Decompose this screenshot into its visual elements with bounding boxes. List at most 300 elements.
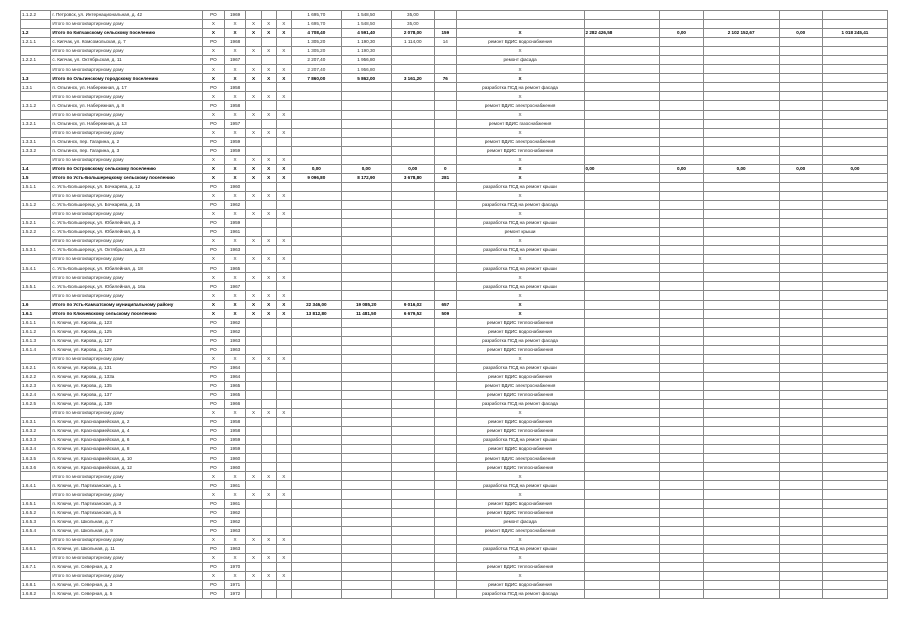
table-row [21, 38, 888, 47]
table-cell: 6 679,52 [391, 309, 434, 318]
table-cell: п. Ольгинск, ул. Набережная, д. 8 [51, 101, 203, 110]
table-cell: X [456, 173, 584, 182]
table-cell [822, 47, 887, 56]
table-cell [391, 381, 434, 390]
table-cell [341, 282, 391, 291]
table-cell [822, 472, 887, 481]
table-cell: X [261, 291, 276, 300]
table-cell: X [261, 29, 276, 38]
table-cell [822, 490, 887, 499]
table-cell [703, 200, 779, 209]
table-row [21, 92, 888, 101]
table-cell [434, 92, 456, 101]
table-cell [822, 354, 887, 363]
table-body [21, 11, 888, 599]
table-cell: X [203, 47, 225, 56]
table-cell [703, 11, 779, 20]
table-cell [341, 219, 391, 228]
table-cell [703, 427, 779, 436]
table-cell [291, 219, 341, 228]
table-cell: X [224, 173, 246, 182]
table-cell [822, 11, 887, 20]
table-cell [391, 128, 434, 137]
table-cell [660, 490, 703, 499]
table-cell: 1.4 [21, 164, 51, 173]
table-cell [276, 56, 291, 65]
table-cell: РО [203, 562, 225, 571]
table-cell: п. Ключи, ул. Красноармейская, д. 2 [51, 418, 203, 427]
table-cell [822, 508, 887, 517]
table-cell [276, 264, 291, 273]
table-cell: 0,00 [822, 164, 887, 173]
table-cell: ремонт фасада [456, 56, 584, 65]
table-cell [779, 327, 822, 336]
table-cell: X [224, 255, 246, 264]
table-cell: РО [203, 327, 225, 336]
table-cell: разработка ПСД на ремонт крыши [456, 282, 584, 291]
table-cell [434, 409, 456, 418]
table-cell [703, 110, 779, 119]
table-cell [584, 146, 660, 155]
table-cell [434, 228, 456, 237]
table-cell [434, 580, 456, 589]
table-cell [660, 11, 703, 20]
table-cell [660, 454, 703, 463]
table-cell: X [246, 65, 261, 74]
table-cell: 7 860,00 [291, 74, 341, 83]
table-cell [584, 553, 660, 562]
table-cell [703, 255, 779, 264]
table-cell: 1958 [224, 427, 246, 436]
table-cell [703, 463, 779, 472]
table-cell [660, 291, 703, 300]
table-row [21, 155, 888, 164]
table-cell: X [224, 74, 246, 83]
table-cell [703, 65, 779, 74]
table-cell [391, 427, 434, 436]
table-cell [341, 101, 391, 110]
table-cell [291, 381, 341, 390]
table-row [21, 264, 888, 273]
table-cell [584, 182, 660, 191]
table-cell: 0,00 [391, 164, 434, 173]
table-cell: X [261, 128, 276, 137]
table-cell: X [261, 309, 276, 318]
table-cell: X [224, 65, 246, 74]
table-cell: РО [203, 119, 225, 128]
table-cell: 2 282 426,58 [584, 29, 660, 38]
table-cell [703, 354, 779, 363]
table-cell [276, 418, 291, 427]
table-cell [291, 246, 341, 255]
table-cell [584, 390, 660, 399]
table-cell [703, 273, 779, 282]
table-cell: Итого по многоквартирному дому [51, 155, 203, 164]
table-cell: X [456, 571, 584, 580]
table-cell: разработка ПСД на ремонт крыши [456, 246, 584, 255]
table-row [21, 246, 888, 255]
table-cell: X [261, 535, 276, 544]
table-cell: 0,00 [291, 164, 341, 173]
table-cell: X [246, 409, 261, 418]
table-cell [291, 291, 341, 300]
table-cell [584, 418, 660, 427]
table-cell [660, 481, 703, 490]
table-cell: 76 [434, 74, 456, 83]
table-cell [434, 273, 456, 282]
table-cell [822, 83, 887, 92]
table-cell [822, 300, 887, 309]
table-cell [660, 553, 703, 562]
table-cell [276, 445, 291, 454]
table-cell [246, 219, 261, 228]
table-cell [703, 472, 779, 481]
table-cell: X [456, 110, 584, 119]
table-cell [822, 65, 887, 74]
table-cell: РО [203, 526, 225, 535]
table-cell [391, 354, 434, 363]
table-cell [391, 182, 434, 191]
table-cell: п. Ключи, ул. Кирова, д. 129 [51, 345, 203, 354]
table-cell: X [203, 128, 225, 137]
table-cell [291, 282, 341, 291]
table-cell: ремонт ВДИС электроснабжения [456, 381, 584, 390]
table-cell [341, 137, 391, 146]
table-row [21, 300, 888, 309]
table-cell: 1959 [224, 445, 246, 454]
table-cell [341, 535, 391, 544]
table-cell: ремонт ВДИС теплоснабжения [456, 146, 584, 155]
table-cell [391, 499, 434, 508]
table-cell [341, 499, 391, 508]
table-cell [584, 381, 660, 390]
table-cell [584, 499, 660, 508]
table-cell [779, 526, 822, 535]
table-cell [703, 390, 779, 399]
table-cell [434, 20, 456, 29]
table-cell [703, 562, 779, 571]
table-cell: п. Ключи, ул. Северная, д. 2 [51, 562, 203, 571]
table-cell [341, 246, 391, 255]
table-cell: ремонт ВДИС электроснабжения [456, 137, 584, 146]
table-cell [261, 200, 276, 209]
table-cell [434, 562, 456, 571]
table-cell [584, 517, 660, 526]
table-cell [822, 372, 887, 381]
table-cell [822, 200, 887, 209]
table-cell [660, 590, 703, 599]
table-cell [660, 372, 703, 381]
table-cell: 159 [434, 29, 456, 38]
table-cell [779, 336, 822, 345]
table-cell [434, 83, 456, 92]
table-cell [246, 481, 261, 490]
table-cell: РО [203, 390, 225, 399]
table-cell [434, 354, 456, 363]
table-cell: X [261, 273, 276, 282]
table-cell [391, 580, 434, 589]
table-cell [21, 409, 51, 418]
table-cell: X [456, 300, 584, 309]
table-cell [291, 544, 341, 553]
table-cell: X [261, 173, 276, 182]
table-cell: 1958 [224, 101, 246, 110]
table-cell: X [224, 128, 246, 137]
table-row [21, 580, 888, 589]
table-cell: 1.5.3.1 [21, 246, 51, 255]
table-cell: 0,00 [341, 164, 391, 173]
table-cell [391, 146, 434, 155]
table-cell: РО [203, 445, 225, 454]
table-row [21, 544, 888, 553]
table-cell [434, 544, 456, 553]
table-cell [703, 418, 779, 427]
table-cell: X [246, 47, 261, 56]
table-cell: РО [203, 381, 225, 390]
table-cell: X [224, 273, 246, 282]
table-cell [822, 535, 887, 544]
table-cell [779, 544, 822, 553]
table-cell [584, 445, 660, 454]
table-cell: 1.6.1.3 [21, 336, 51, 345]
table-cell: п. Ключи, ул. Северная, д. 3 [51, 580, 203, 589]
table-cell [391, 535, 434, 544]
table-cell [584, 472, 660, 481]
table-cell [779, 571, 822, 580]
table-row [21, 327, 888, 336]
table-cell [341, 400, 391, 409]
table-cell [779, 445, 822, 454]
table-cell [261, 282, 276, 291]
table-cell: X [246, 110, 261, 119]
table-cell [434, 445, 456, 454]
table-cell [21, 92, 51, 101]
table-cell [246, 264, 261, 273]
table-cell [584, 255, 660, 264]
table-cell [21, 553, 51, 562]
table-cell [434, 517, 456, 526]
table-cell [276, 562, 291, 571]
table-cell: X [246, 92, 261, 101]
table-cell: 1968 [224, 38, 246, 47]
table-cell [434, 191, 456, 200]
table-cell [660, 137, 703, 146]
table-cell [341, 517, 391, 526]
table-cell [660, 472, 703, 481]
table-cell [291, 128, 341, 137]
table-cell [276, 454, 291, 463]
table-cell [341, 390, 391, 399]
table-cell: X [456, 164, 584, 173]
table-cell [434, 182, 456, 191]
table-cell [434, 11, 456, 20]
table-cell [391, 571, 434, 580]
table-cell [261, 590, 276, 599]
table-cell: 0,00 [703, 164, 779, 173]
table-cell [246, 508, 261, 517]
table-cell: РО [203, 83, 225, 92]
table-cell [703, 400, 779, 409]
table-cell: 657 [434, 300, 456, 309]
table-cell [703, 318, 779, 327]
table-cell: X [224, 191, 246, 200]
table-cell [341, 264, 391, 273]
table-cell: п. Ключи, ул. Красноармейская, д. 4 [51, 427, 203, 436]
table-cell: X [276, 300, 291, 309]
table-cell [779, 481, 822, 490]
table-cell [703, 38, 779, 47]
table-cell: X [203, 74, 225, 83]
table-cell [660, 74, 703, 83]
table-cell: РО [203, 282, 225, 291]
table-cell: 1 190,30 [341, 38, 391, 47]
table-cell [584, 336, 660, 345]
table-cell [261, 345, 276, 354]
table-cell: X [224, 472, 246, 481]
table-cell [584, 354, 660, 363]
table-cell: 1 190,30 [341, 47, 391, 56]
table-cell: X [203, 291, 225, 300]
table-cell [434, 454, 456, 463]
table-cell: X [246, 29, 261, 38]
table-cell [341, 526, 391, 535]
table-cell: разработка ПСД на ремонт крыши [456, 182, 584, 191]
table-cell: РО [203, 345, 225, 354]
table-row [21, 535, 888, 544]
table-cell: РО [203, 499, 225, 508]
table-cell [291, 436, 341, 445]
table-cell [660, 445, 703, 454]
table-cell: 1962 [224, 327, 246, 336]
table-cell [341, 463, 391, 472]
table-cell: X [203, 255, 225, 264]
table-cell [291, 454, 341, 463]
table-cell [584, 372, 660, 381]
table-cell: 1 305,20 [291, 38, 341, 47]
table-cell: 1962 [224, 318, 246, 327]
table-cell [391, 363, 434, 372]
table-cell [21, 65, 51, 74]
table-cell [703, 454, 779, 463]
table-cell [391, 191, 434, 200]
table-cell [660, 499, 703, 508]
table-cell: Итого по Ключевскому сельскому поселению [51, 309, 203, 318]
table-cell [434, 200, 456, 209]
table-cell [291, 146, 341, 155]
table-cell [21, 110, 51, 119]
table-row [21, 499, 888, 508]
table-cell [660, 237, 703, 246]
table-cell: X [224, 29, 246, 38]
table-cell [276, 544, 291, 553]
table-cell: 1961 [224, 228, 246, 237]
table-cell [291, 499, 341, 508]
table-cell [779, 92, 822, 101]
table-cell [660, 246, 703, 255]
table-cell [341, 228, 391, 237]
table-cell: 1 305,20 [291, 47, 341, 56]
table-cell: X [261, 255, 276, 264]
table-cell [434, 499, 456, 508]
table-cell [779, 155, 822, 164]
table-cell: 1.3.3.1 [21, 137, 51, 146]
table-cell [584, 409, 660, 418]
table-cell [261, 327, 276, 336]
table-cell [341, 481, 391, 490]
table-row [21, 29, 888, 38]
table-cell [660, 146, 703, 155]
table-cell: 1964 [224, 363, 246, 372]
table-cell [261, 400, 276, 409]
table-cell [584, 11, 660, 20]
table-cell [779, 47, 822, 56]
table-row [21, 418, 888, 427]
table-cell [822, 210, 887, 219]
table-cell [291, 562, 341, 571]
table-cell: РО [203, 372, 225, 381]
table-cell [434, 155, 456, 164]
table-row [21, 237, 888, 246]
table-cell [584, 363, 660, 372]
table-cell [822, 562, 887, 571]
table-cell: X [203, 273, 225, 282]
table-cell: ремонт ВДИС теплоснабжения [456, 562, 584, 571]
table-cell [779, 454, 822, 463]
table-cell [276, 345, 291, 354]
table-cell: п. Ключи, ул. Кирова, д. 137 [51, 390, 203, 399]
table-cell [434, 381, 456, 390]
table-cell [391, 336, 434, 345]
table-cell [391, 472, 434, 481]
table-cell [391, 590, 434, 599]
table-cell: X [276, 74, 291, 83]
table-cell: X [203, 92, 225, 101]
table-cell [261, 427, 276, 436]
table-cell [660, 400, 703, 409]
table-cell: 1.5.5.1 [21, 282, 51, 291]
table-cell [779, 553, 822, 562]
table-cell: 1.6.5.1 [21, 499, 51, 508]
table-cell [261, 454, 276, 463]
table-cell [21, 237, 51, 246]
table-cell [660, 110, 703, 119]
table-cell: разработка ПСД на ремонт фасада [456, 590, 584, 599]
table-cell [660, 219, 703, 228]
table-cell [21, 210, 51, 219]
table-cell [291, 571, 341, 580]
table-cell: 1.5.4.1 [21, 264, 51, 273]
table-cell: г. Петровск, ул. Интернациональная, д. 42 [51, 11, 203, 20]
table-cell [822, 481, 887, 490]
table-row [21, 137, 888, 146]
table-cell: 1.6.2.2 [21, 372, 51, 381]
table-row [21, 354, 888, 363]
table-cell [341, 445, 391, 454]
table-cell [291, 354, 341, 363]
table-cell [822, 246, 887, 255]
table-cell [584, 327, 660, 336]
table-cell [291, 191, 341, 200]
table-cell [291, 526, 341, 535]
table-cell: X [224, 409, 246, 418]
table-cell [291, 210, 341, 219]
table-cell [779, 20, 822, 29]
table-cell [822, 363, 887, 372]
table-cell [341, 200, 391, 209]
table-cell [434, 390, 456, 399]
table-cell [246, 137, 261, 146]
table-cell: с. Кипчак, ул. Комсомольская, д. 7 [51, 38, 203, 47]
